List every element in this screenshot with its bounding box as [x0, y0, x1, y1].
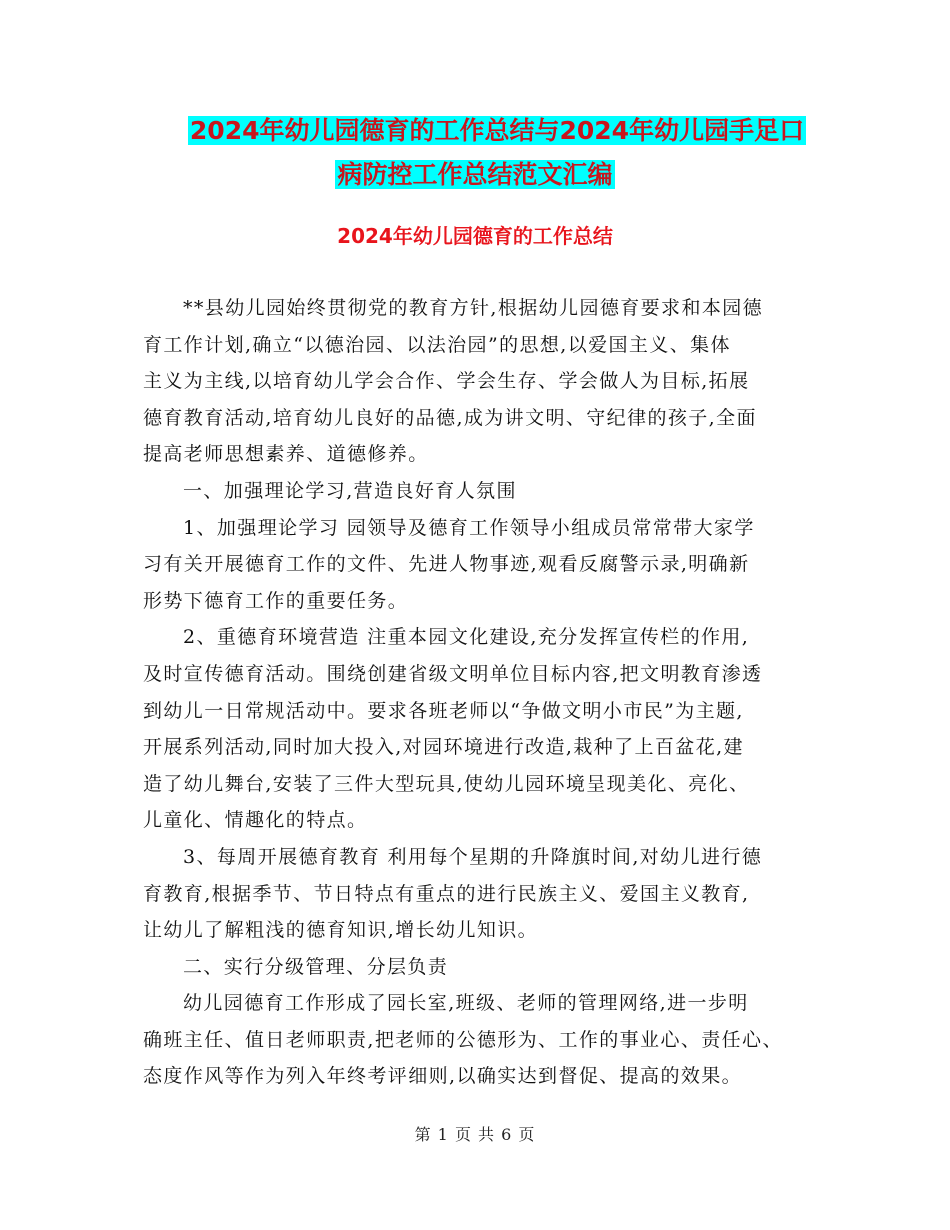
paragraph-line: 确班主任、值日老师职责,把老师的公德形为、工作的事业心、责任心、: [143, 1028, 783, 1051]
paragraph-line: 态度作风等作为列入年终考评细则,以确实达到督促、提高的效果。: [143, 1065, 743, 1088]
document-body: [143, 290, 823, 1095]
paragraph-line: 形势下德育工作的重要任务。: [143, 589, 409, 612]
paragraph-line: 习有关开展德育工作的文件、先进人物事迹,观看反腐警示录,明确新: [143, 553, 750, 576]
paragraph-line: 开展系列活动,同时加大投入,对园环境进行改造,栽种了上百盆花,建: [143, 736, 744, 759]
paragraph-line: 3、每周开展德育教育 利用每个星期的升降旗时间,对幼儿进行德: [183, 845, 763, 868]
section-heading-1: 一、加强理论学习,营造良好育人氛围: [183, 479, 517, 502]
paragraph-line: 2、重德育环境营造 注重本园文化建设,充分发挥宣传栏的作用,: [183, 626, 750, 649]
section-title: 2024年幼儿园德育的工作总结: [337, 224, 613, 248]
paragraph-line: 及时宣传德育活动。围绕创建省级文明单位目标内容,把文明教育渗透: [143, 662, 763, 685]
paragraph-line: 育工作计划,确立“以德治园、以法治园”的思想,以爱国主义、集体: [143, 333, 731, 356]
paragraph-line: 提高老师思想素养、道德修养。: [143, 443, 429, 466]
paragraph-line: 让幼儿了解粗浅的德育知识,增长幼儿知识。: [143, 919, 539, 942]
title-highlight-1: 2024年幼儿园德育的工作总结与2024年幼儿园手足口: [189, 116, 805, 145]
section-heading-2: 二、实行分级管理、分层负责: [183, 955, 449, 978]
paragraph-line: 德育教育活动,培育幼儿良好的品德,成为讲文明、守纪律的孩子,全面: [143, 406, 757, 429]
page-footer: 第 1 页 共 6 页: [414, 1125, 536, 1144]
paragraph-line: 1、加强理论学习 园领导及德育工作领导小组成员常常带大家学: [183, 516, 755, 539]
paragraph-line: 育教育,根据季节、节日特点有重点的进行民族主义、爱国主义教育,: [143, 882, 750, 905]
paragraph-line: 儿童化、情趣化的特点。: [143, 809, 368, 832]
paragraph-line: 主义为主线,以培育幼儿学会合作、学会生存、学会做人为目标,拓展: [143, 370, 750, 393]
paragraph-line: 造了幼儿舞台,安装了三件大型玩具,使幼儿园环境呈现美化、亮化、: [143, 772, 750, 795]
title-highlight-2: 病防控工作总结范文汇编: [337, 160, 613, 189]
paragraph-line: 到幼儿一日常规活动中。要求各班老师以“争做文明小市民”为主题,: [143, 699, 744, 722]
document-title-line-1: [22, 114, 950, 148]
document-title-line-2: [0, 158, 950, 192]
paragraph-line: 幼儿园德育工作形成了园长室,班级、老师的管理网络,进一步明: [183, 992, 749, 1015]
paragraph-line: **县幼儿园始终贯彻党的教育方针,根据幼儿园德育要求和本园德: [183, 297, 764, 319]
